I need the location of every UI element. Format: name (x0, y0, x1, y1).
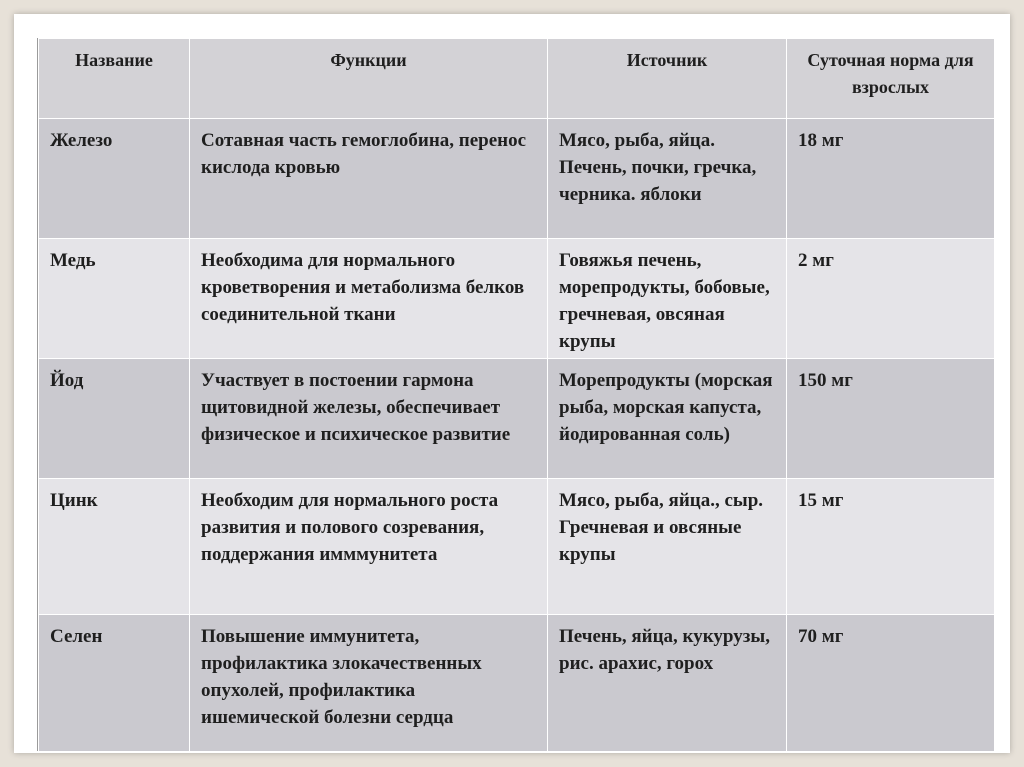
cell-function: Участвует в постоении гармона щитовидной железы, обеспечивает физическое и психическое развитие (190, 359, 548, 479)
table-row (39, 479, 995, 615)
cell-source: Морепродукты (морская рыба, морская капуста, йодированная соль) (548, 359, 787, 479)
cell-norm: 2 мг (787, 239, 995, 359)
table-row (39, 359, 995, 479)
cell-source: Печень, яйца, кукурузы, рис. арахис, горох (548, 615, 787, 752)
cell-name: Цинк (39, 479, 190, 615)
table-row (39, 239, 995, 359)
cell-norm: 70 мг (787, 615, 995, 752)
microelements-table (38, 38, 995, 752)
cell-name: Селен (39, 615, 190, 752)
cell-source: Мясо, рыба, яйца. Печень, почки, гречка, черника. яблоки (548, 119, 787, 239)
cell-function: Повышение иммунитета, профилактика злокачественных опухолей, профилактика ишемической болезни сердца (190, 615, 548, 752)
cell-name: Медь (39, 239, 190, 359)
cell-function: Необходим для нормального роста развития и полового созревания, поддержания имммунитета (190, 479, 548, 615)
cell-source: Говяжья печень, морепродукты, бобовые, гречневая, овсяная крупы (548, 239, 787, 359)
table-row (39, 615, 995, 752)
table-header-row (39, 39, 995, 119)
header-source: Источник (548, 39, 787, 119)
table-row (39, 119, 995, 239)
cell-name: Йод (39, 359, 190, 479)
header-functions: Функции (190, 39, 548, 119)
cell-function: Необходима для нормального кроветворения и метаболизма белков соединительной ткани (190, 239, 548, 359)
cell-norm: 150 мг (787, 359, 995, 479)
cell-name: Железо (39, 119, 190, 239)
cell-function: Сотавная часть гемоглобина, перенос кислода кровью (190, 119, 548, 239)
cell-norm: 15 мг (787, 479, 995, 615)
header-daily-norm: Суточная норма для взрослых (787, 39, 995, 119)
cell-source: Мясо, рыба, яйца., сыр. Гречневая и овсяные крупы (548, 479, 787, 615)
cell-norm: 18 мг (787, 119, 995, 239)
header-name: Название (39, 39, 190, 119)
